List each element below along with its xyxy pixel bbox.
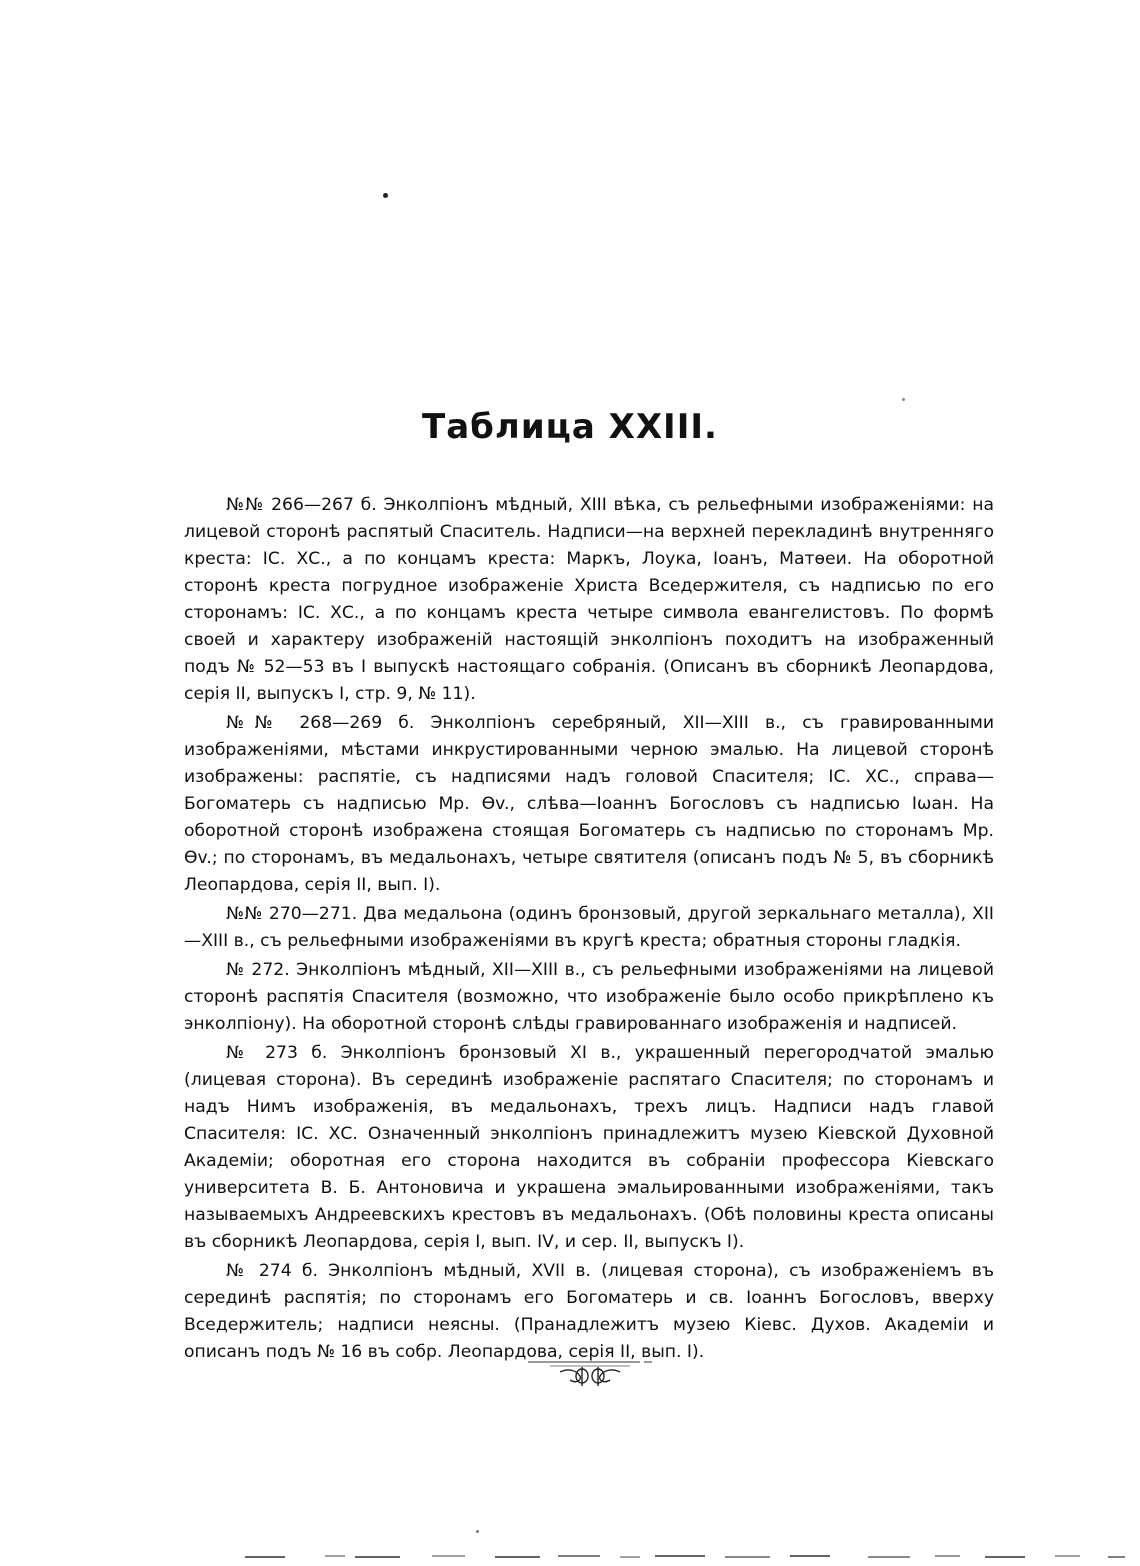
entry-paragraph: №№ 268—269 б. Энколпіонъ серебряный, XII—XIII в., съ гравированными изображеніями, мѣстами инкрустированными черною эмалью. На лицевой сторонѣ изображены: распятіе, съ надписями надъ головой Спасителя; IС. ХС., справа—Богоматерь съ надписью Мр. Ѳv., слѣва—Іоаннъ Богословъ съ надписью Іωан. На оборотной сторонѣ изображена стоящая Богоматерь съ надписью по сторонамъ Мр. Ѳv.; по сторонамъ, въ медальонахъ, четыре святителя (описанъ подъ № 5, въ сборникѣ Леопардова, серія II, вып. I). <box>184 713 994 895</box>
entry-paragraph: № 272. Энколпіонъ мѣдный, XII—XIII в., съ рельефными изображеніями на лицевой сторонѣ распятія Спасителя (возможно, что изображеніе было особо прикрѣплено къ энколпіону). На оборотной сторонѣ слѣды гравированнаго изображенія и надписей. <box>184 960 994 1034</box>
page-edge-marks <box>0 1545 1140 1565</box>
print-speck <box>383 193 388 198</box>
fleuron-ornament-icon <box>520 1358 660 1388</box>
entry-paragraph: № 274 б. Энколпіонъ мѣдный, XVII в. (лицевая сторона), съ изображеніемъ въ серединѣ распятія; по сторонамъ его Богоматерь и св. Іоаннъ Богословъ, вверху Вседержитель; надписи неясны. (Пранадлежитъ музею Кіевс. Духов. Академіи и описанъ подъ № 16 въ собр. Леопардова, серія II, вып. I). <box>184 1261 994 1362</box>
document-body <box>184 492 994 1368</box>
entry-paragraph: №№ 270—271. Два медальона (одинъ бронзовый, другой зеркальнаго металла), XII—XIII в., съ рельефными изображеніями въ кругѣ креста; обратныя стороны гладкія. <box>184 904 994 951</box>
page-title: Таблица XXIII. <box>422 407 718 447</box>
entry-paragraph: №№ 266—267 б. Энколпіонъ мѣдный, XIII вѣка, съ рельефными изображеніями: на лицевой сторонѣ распятый Спаситель. Надписи—на верхней перекладинѣ внутренняго креста: IС. ХС., а по концамъ креста: Маркъ, Лоука, Іоанъ, Матѳеи. На оборотной сторонѣ креста погрудное изображеніе Христа Вседержителя, съ надписью по его сторонамъ: IС. ХС., а по концамъ креста четыре символа евангелистовъ. По формѣ своей и характеру изображеній настоящій энколпіонъ походитъ на изображенный подъ № 52—53 въ I выпускѣ настоящаго собранія. (Описанъ въ сборникѣ Леопардова, серія II, выпускъ I, стр. 9, № 11). <box>184 495 994 704</box>
print-speck <box>902 398 905 401</box>
print-speck <box>476 1530 479 1533</box>
entry-paragraph: № 273 б. Энколпіонъ бронзовый XI в., украшенный перегородчатой эмалью (лицевая сторона). Въ серединѣ изображеніе распятаго Спасителя; по сторонамъ и надъ Нимъ изображенія, въ медальонахъ, трехъ лицъ. Надписи надъ главой Спасителя: IС. ХС. Означенный энколпіонъ принадлежитъ музею Кіевской Духовной Академіи; оборотная его сторона находится въ собраніи профессора Кіевскаго университета В. Б. Антоновича и украшена эмальированными изображеніями, такъ называемыхъ Андреевскихъ крестовъ въ медальонахъ. (Обѣ половины креста описаны въ сборникѣ Леопардова, серія I, вып. IV, и сер. II, выпускъ I). <box>184 1043 994 1252</box>
